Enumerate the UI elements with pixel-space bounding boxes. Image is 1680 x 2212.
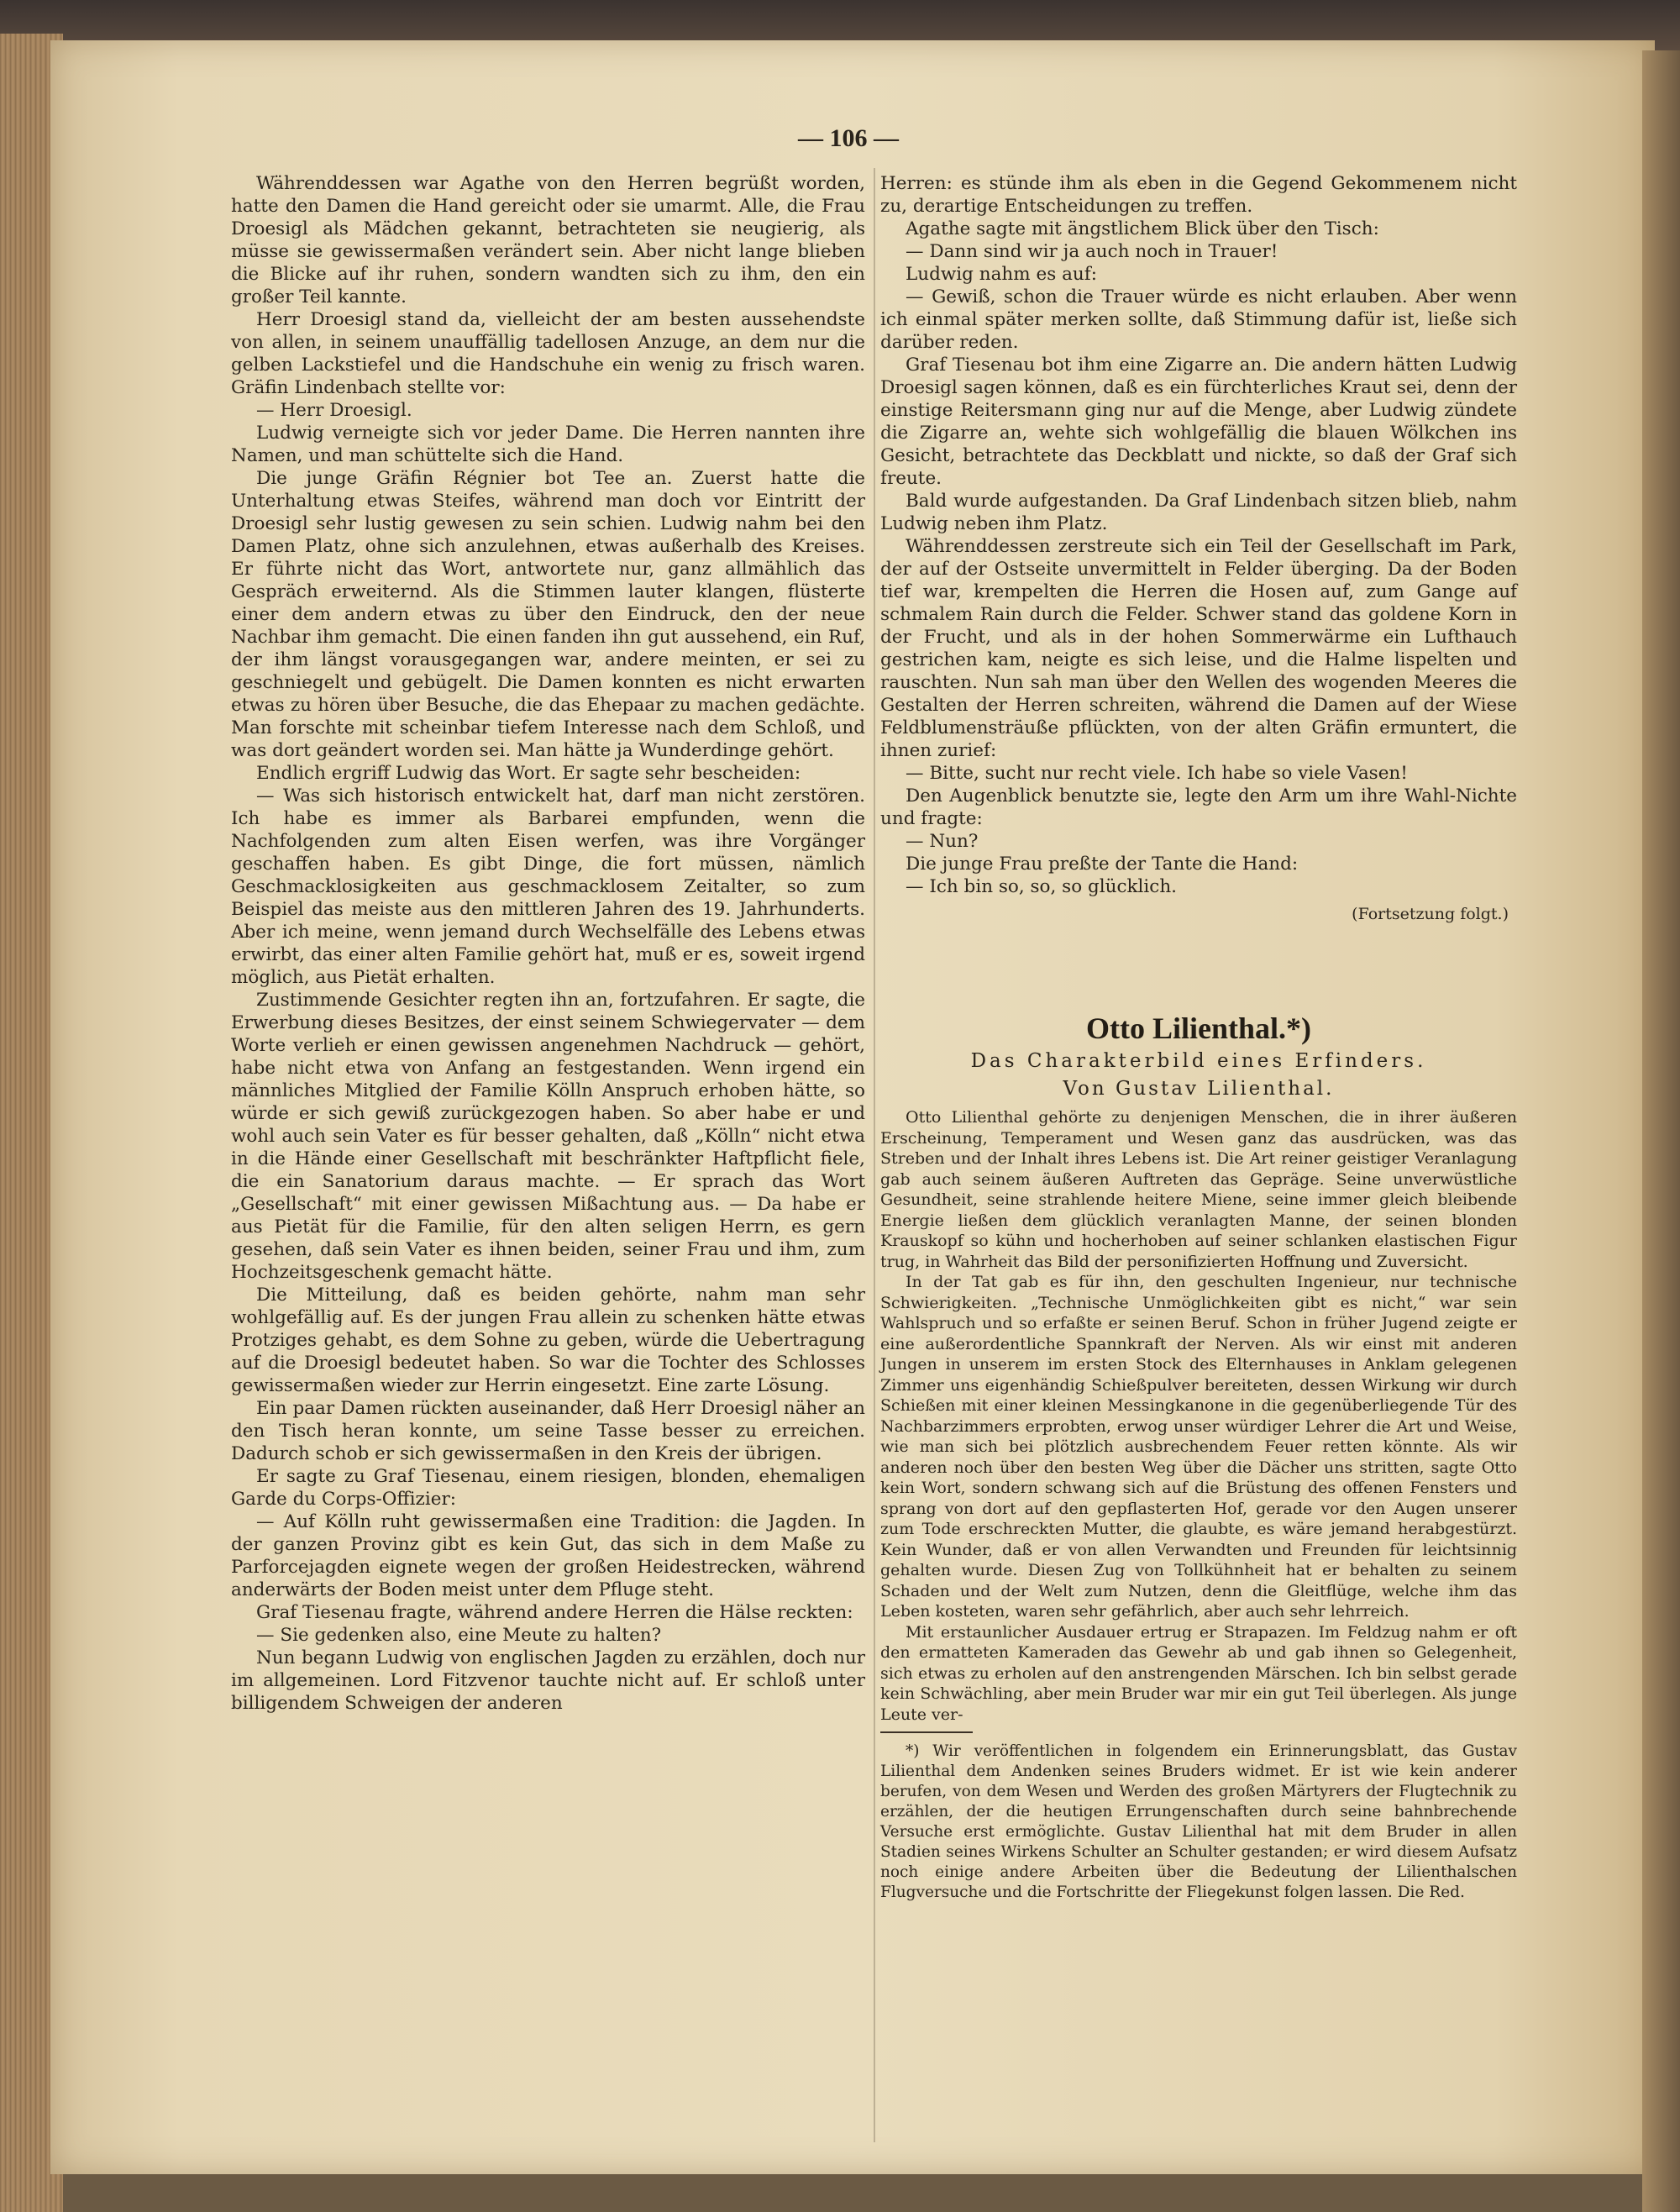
footnote-rule bbox=[880, 1731, 973, 1733]
paragraph: Ludwig nahm es auf: bbox=[906, 264, 1097, 285]
paragraph: Graf Tiesenau fragte, während andere Herren die Hälse reckten: bbox=[256, 1602, 853, 1623]
paragraph: Er sagte zu Graf Tiesenau, einem riesigen, blonden, ehemaligen Garde du Corps-Offizier: bbox=[231, 1466, 865, 1510]
footnote: *) Wir veröffentlichen in folgendem ein Erinnerungsblatt, das Gustav Lilienthal dem Andenken seines Bruders widmet. Er ist wie kein anderer berufen, von dem Wesen und Werden des großen Märtyrers der Flugtechnik zu erzählen, der die heutigen Errungenschaften durch seine bahnbrechende Versuche erst ermöglichte. Gustav Lilienthal hat mit dem Bruder in allen Stadien seines Wirkens Schulter an Schulter gestanden; er wird diesem Aufsatz noch einige andere Arbeiten über die Bedeutung der Lilienthalschen Flugversuche und die Fortschritte der Fliegekunst folgen lassen. Die Red. bbox=[880, 1742, 1517, 1901]
paragraph: — Herr Droesigl. bbox=[256, 400, 412, 421]
paragraph: Währenddessen zerstreute sich ein Teil der Gesellschaft im Park, der auf der Ostseite unvermittelt in Felder überging. Da der Boden tief war, krempelten die Herren die Hosen auf, zum Gange auf schmalem Rain durch die Felder. Schwer stand das goldene Korn in der Frucht, und als in der hohen Sommerwärme ein Lufthauch gestrichen kam, neigte es sich leise, und die Halme lispelten und rauschten. Nun sah man über den Wellen des wogenden Meeres die Gestalten der Herren schreiten, während die Damen auf der Wiese Feldblumensträuße pflückten, von der alten Gräfin ermuntert, die ihnen zurief: bbox=[880, 536, 1517, 761]
paragraph: Agathe sagte mit ängstlichem Blick über den Tisch: bbox=[906, 218, 1379, 239]
paragraph: Otto Lilienthal gehörte zu denjenigen Menschen, die in ihrer äußeren Erscheinung, Temperament und Wesen ganz das ausdrücken, was das Streben und der Inhalt ihres Lebens ist. Die Art reiner geistiger Veranlagung gab auch seinem äußeren Auftreten das Gepräge. Seine unverwüstliche Gesundheit, seine strahlende heitere Miene, seine immer gleich bleibende Energie ließen dem glücklich veranlagten Manne, der seinen blonden Krauskopf so kühn und hocherhoben auf seiner schlanken elastischen Figur trug, in Wahrheit das Bild der personifizierten Hoffnung und Zuversicht. bbox=[880, 1108, 1517, 1271]
left-column bbox=[231, 172, 865, 1715]
paragraph: — Nun? bbox=[906, 831, 979, 852]
paragraph: Zustimmende Gesichter regten ihn an, fortzufahren. Er sagte, die Erwerbung dieses Besitzes, der einst seinem Schwiegervater — dem Worte verlieh er einen gewissen angenehmen Nachdruck — gehört, habe nicht etwa von Anfang an festgestanden. Wenn irgend ein männliches Mitglied der Familie Kölln Anspruch erhoben hätte, so würde er sich gewiß zurückgezogen haben. So aber habe er und wohl auch sein Vater es für besser gehalten, daß „Kölln“ nicht etwa in die Hände einer Gesellschaft mit beschränkter Haftpflicht fiele, die ein Sanatorium daraus machte. — Er sprach das Wort „Gesellschaft“ mit einer gewissen Mißachtung aus. — Da habe er aus Pietät für die Familie, für den alten seligen Herrn, es gern gesehen, daß sein Vater es ihnen beiden, seiner Frau und ihm, zum Hochzeitsgeschenk gemacht hätte. bbox=[231, 990, 865, 1283]
paragraph: — Ich bin so, so, so glücklich. bbox=[906, 876, 1178, 897]
paragraph: Herr Droesigl stand da, vielleicht der am besten aussehendste von allen, in seinem unauffällig tadellosen Anzuge, an dem nur die gelben Lackstiefel und die Handschuhe ein wenig zu frisch waren. Gräfin Lindenbach stellte vor: bbox=[231, 309, 865, 398]
paragraph: — Dann sind wir ja auch noch in Trauer! bbox=[906, 241, 1278, 262]
paragraph: Ludwig verneigte sich vor jeder Dame. Die Herren nannten ihre Namen, und man schüttelte sich die Hand. bbox=[231, 423, 865, 466]
paragraph: — Gewiß, schon die Trauer würde es nicht erlauben. Aber wenn ich einmal später merken sollte, daß Stimmung dafür ist, ließe sich darüber reden. bbox=[880, 286, 1517, 353]
article-body bbox=[880, 1107, 1517, 1903]
book-right-edge bbox=[1642, 50, 1680, 2212]
page-number: — 106 — bbox=[798, 124, 899, 152]
paragraph: Den Augenblick benutzte sie, legte den Arm um ihre Wahl-Nichte und fragte: bbox=[880, 785, 1517, 829]
paragraph: Die Mitteilung, daß es beiden gehörte, nahm man sehr wohlgefällig auf. Es der jungen Frau allein zu schenken hätte etwas Protziges gehabt, es dem Sohne zu geben, würde die Uebertragung auf die Droesigl bedeutet haben. So war die Tochter des Schlosses gewissermaßen wieder zur Herrin eingesetzt. Eine zarte Lösung. bbox=[231, 1285, 865, 1396]
paragraph: In der Tat gab es für ihn, den geschulten Ingenieur, nur technische Schwierigkeiten. „Technische Unmöglichkeiten gibt es nicht,“ war sein Wahlspruch und so erfaßte er seinen Beruf. Schon in früher Jugend zeigte er eine außerordentliche Spannkraft der Nerven. Als wir einst mit anderen Jungen in unserem im ersten Stock des Elternhauses in Anklam gelegenen Zimmer uns eigenhändig Schießpulver bereiteten, dessen Wirkung wir durch Schießen mit einer kleinen Messingkanone in die gegenüberliegende Tür des Nachbarzimmers erprobten, erwog unser würdiger Lehrer die Art und Weise, wie man sich bei plötzlich ausbrechendem Feuer retten könnte. Als wir anderen noch über den besten Weg über die Dächer uns stritten, sagte Otto kein Wort, sondern schwang sich auf die Brüstung des offenen Fensters und sprang von dort auf den gepflasterten Hof, gerade vor den Augen unserer zum Tode erschreckten Mutter, die glaubte, es wäre jemand herabgestürzt. Kein Wunder, daß er von allen Verwandten und Freunden für leichtsinnig gehalten wurde. Diesen Zug von Tollkühnheit hat er behalten zu seinem Schaden und der Welt zum Nutzen, denn die Gleitflüge, welche ihm das Leben kosteten, waren sehr gefährlich, aber auch sehr lehrreich. bbox=[880, 1273, 1517, 1621]
right-column-top bbox=[880, 172, 1517, 926]
paragraph: Die junge Frau preßte der Tante die Hand: bbox=[906, 854, 1299, 875]
article-byline: Von Gustav Lilienthal. bbox=[1063, 1078, 1335, 1100]
column-separator bbox=[874, 168, 875, 2142]
paragraph: — Sie gedenken also, eine Meute zu halten? bbox=[256, 1625, 662, 1646]
paragraph: Endlich ergriff Ludwig das Wort. Er sagte sehr bescheiden: bbox=[256, 763, 801, 784]
paragraph: Währenddessen war Agathe von den Herren begrüßt worden, hatte den Damen die Hand gereicht oder sie umarmt. Alle, die Frau Droesigl als Mädchen gekannt, betrachteten sie neugierig, als müsse sie gewissermaßen verändert sein. Aber nicht lange blieben die Blicke auf ihr ruhen, sondern wandten sich zu ihm, den ein großer Teil kannte. bbox=[231, 173, 865, 307]
paragraph: Ein paar Damen rückten auseinander, daß Herr Droesigl näher an den Tisch heran konnte, um seine Tasse besser zu erreichen. Dadurch schob er sich gewissermaßen in den Kreis der übrigen. bbox=[231, 1398, 865, 1464]
paragraph: — Bitte, sucht nur recht viele. Ich habe so viele Vasen! bbox=[906, 763, 1408, 784]
paragraph: Graf Tiesenau bot ihm eine Zigarre an. Die andern hätten Ludwig Droesigl sagen können, daß es ein fürchterliches Kraut sei, denn der einstige Reitersmann ging nur auf die Menge, aber Ludwig zündete die Zigarre an, wehte sich wohlgefällig die blauen Wölkchen ins Gesicht, betrachtete das Deckblatt und nickte, so daß der Graf sich freute. bbox=[880, 355, 1517, 489]
paragraph: Die junge Gräfin Régnier bot Tee an. Zuerst hatte die Unterhaltung etwas Steifes, während man doch vor Eintritt der Droesigl sehr lustig gewesen zu sein schien. Ludwig nahm bei den Damen Platz, ohne sich anzulehnen, etwas außerhalb des Kreises. Er führte nicht das Wort, antwortete nur, ganz allmählich das Gespräch erweiternd. Als die Stimmen lauter klangen, flüsterte einer dem andern etwas zu über den Eindruck, den der neue Nachbar ihm gemacht. Die einen fanden ihn gut aussehend, ein Ruf, der ihm längst vorausgegangen war, andere meinten, er sei zu geschniegelt und gebügelt. Die Damen konnten es nicht erwarten etwas zu hören über Besuche, die das Ehepaar zu machen gedächte. Man forschte mit scheinbar tiefem Interesse nach dem Schloß, und was dort geändert worden sei. Man hätte ja Wunderdinge gehört. bbox=[231, 468, 865, 761]
article-subtitle: Das Charakterbild eines Erfinders. bbox=[970, 1050, 1427, 1072]
paragraph: — Was sich historisch entwickelt hat, darf man nicht zerstören. Ich habe es immer als Barbarei empfunden, wenn die Nachfolgenden zum alten Eisen werfen, was ihre Vorgänger geschaffen haben. Es gibt Dinge, die fort müssen, nämlich Geschmacklosigkeiten aus geschmacklosem Zeitalter, so zum Beispiel das meiste aus den mittleren Jahren des 19. Jahrhunderts. Aber ich meine, wenn jemand durch Wechselfälle des Lebens etwas erwirbt, das einer alten Familie gehört hat, muß er es, soweit irgend möglich, aus Pietät erhalten. bbox=[231, 785, 865, 988]
paragraph: Mit erstaunlicher Ausdauer ertrug er Strapazen. Im Feldzug nahm er oft den ermatteten Kameraden das Gewehr ab und gab ihnen so Gelegenheit, sich etwas zu erholen auf den anstrengenden Märschen. Ich bin selbst gerade kein Schwächling, aber mein Bruder war mir ein gut Teil überlegen. Als junge Leute ver- bbox=[880, 1622, 1517, 1724]
paragraph: — Auf Kölln ruht gewissermaßen eine Tradition: die Jagden. In der ganzen Provinz gibt es kein Gut, das sich in dem Maße zu Parforcejagden eignete wegen der großen Heidestrecken, während anderwärts der Boden meist unter dem Pfluge steht. bbox=[231, 1511, 865, 1600]
paragraph: Herren: es stünde ihm als eben in die Gegend Gekommenem nicht zu, derartige Entscheidungen zu treffen. bbox=[880, 173, 1517, 217]
paragraph: Bald wurde aufgestanden. Da Graf Lindenbach sitzen blieb, nahm Ludwig neben ihm Platz. bbox=[880, 491, 1517, 534]
article-title: Otto Lilienthal.*) bbox=[1086, 1011, 1311, 1045]
paragraph: Nun begann Ludwig von englischen Jagden zu erzählen, doch nur im allgemeinen. Lord Fitzvenor tauchte nicht auf. Er schloß unter billigendem Schweigen der anderen bbox=[231, 1647, 865, 1714]
continuation-note: (Fortsetzung folgt.) bbox=[1352, 905, 1509, 923]
